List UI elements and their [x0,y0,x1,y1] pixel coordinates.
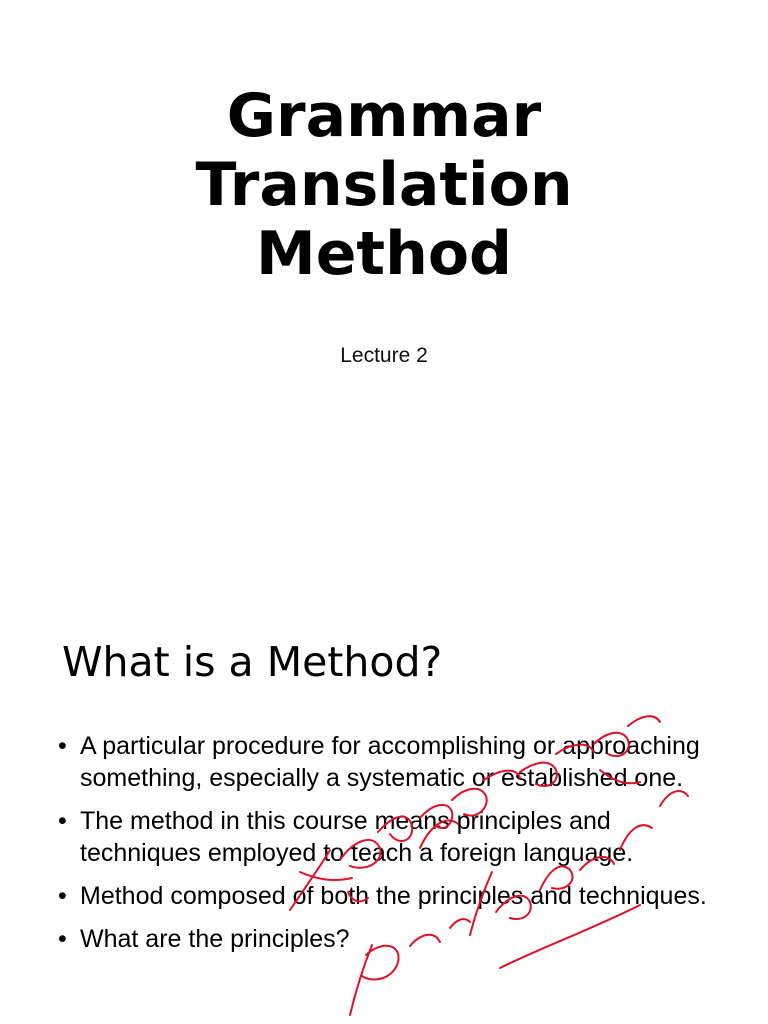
bullet-dot: • [58,732,67,760]
title-line: Grammar [226,81,542,151]
content-slide [0,560,768,1024]
slide-subtitle: Lecture 2 [340,344,428,367]
title-line: Method [256,219,512,289]
bullet-text: The method in this course means principles and techniques employed to teach a foreign language. [80,807,634,867]
bullet-text: A particular procedure for accomplishing or approaching something, especially a systematic or established one. [80,732,700,792]
bullet-item [58,923,718,955]
bullet-item [58,730,718,794]
title-line: Translation [195,150,573,220]
bullet-item [58,880,718,912]
bullet-dot: • [58,925,67,953]
bullet-text: Method composed of both the principles and techniques. [80,882,707,910]
slide-title [0,82,768,289]
bullet-list [58,730,718,966]
slide-heading: What is a Method? [62,638,443,686]
bullet-dot: • [58,882,67,910]
bullet-dot: • [58,807,67,835]
bullet-text: What are the principles? [80,925,350,953]
bullet-item [58,805,718,869]
